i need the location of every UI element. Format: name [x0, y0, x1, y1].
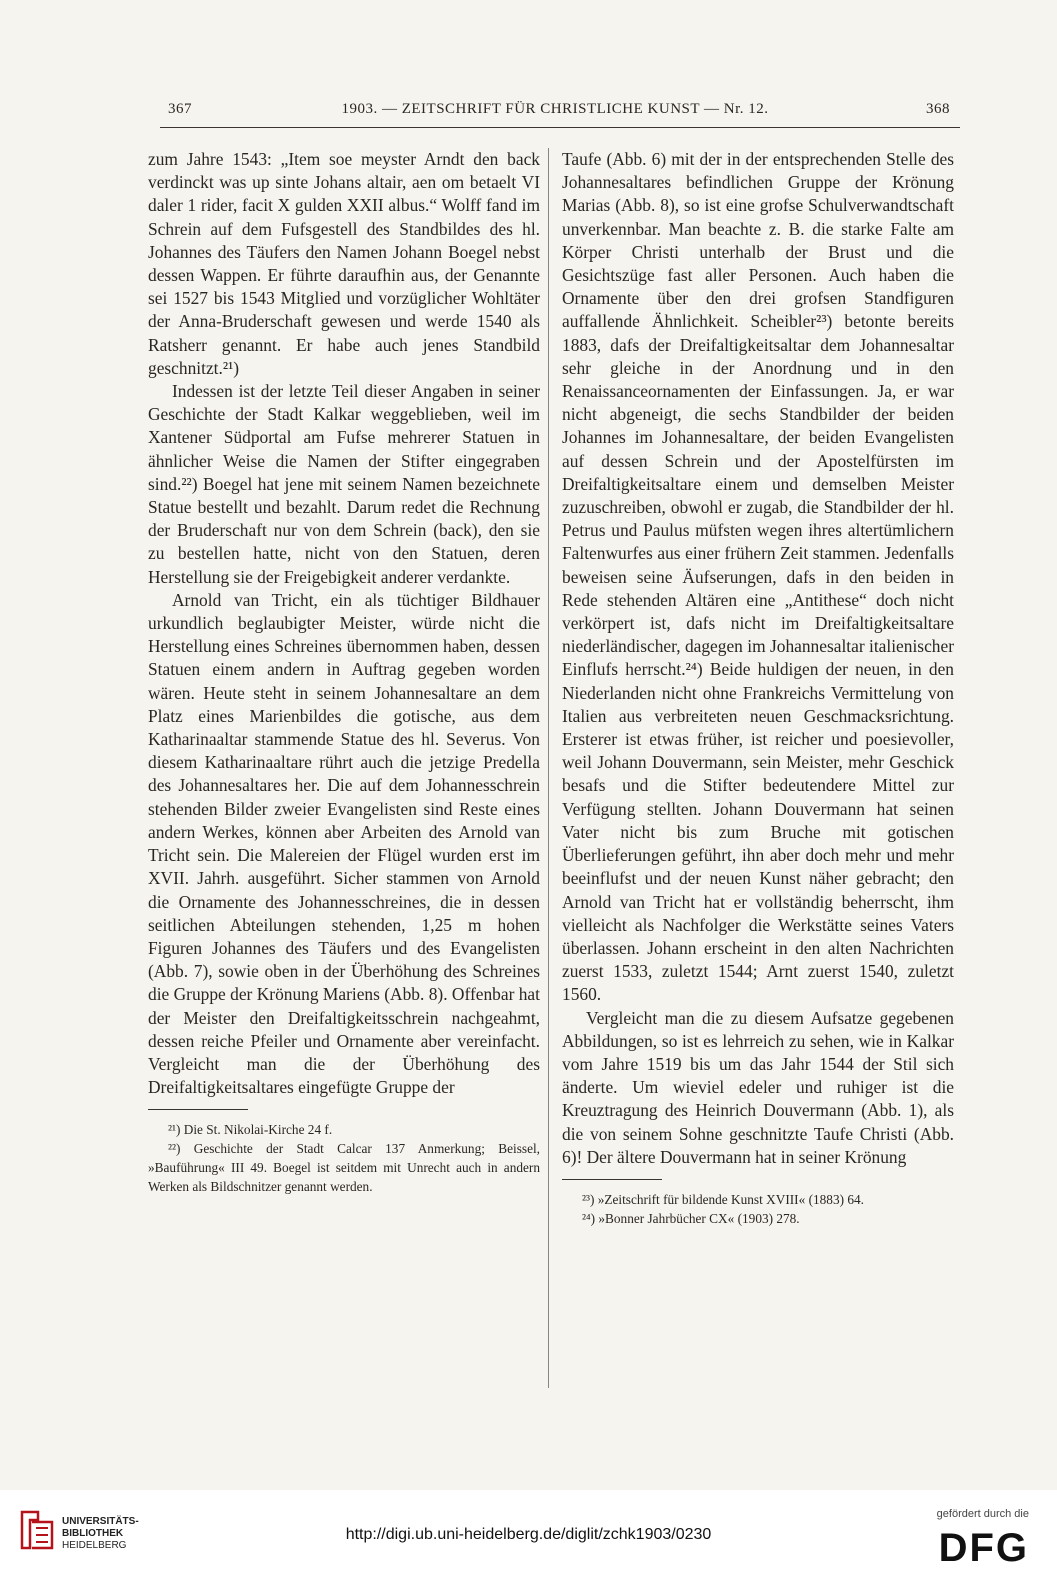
viewer-footer — [0, 1490, 1057, 1592]
library-line: UNIVERSITÄTS- — [62, 1516, 139, 1527]
column-divider — [548, 148, 549, 1388]
running-title: 1903. — ZEITSCHRIFT FÜR CHRISTLICHE KUNST — Nr. 12. — [341, 101, 769, 117]
library-line: BIBLIOTHEK — [62, 1528, 124, 1539]
footnotes — [148, 1120, 540, 1196]
paragraph: Vergleicht man die zu diesem Aufsatze gegebenen Abbildungen, so ist es lehrreich zu sehen, wie in Kalkar vom Jahre 1519 bis um das Jahr 1544 der Stil sich änderte. Um wieviel edeler und ruhiger ist die Kreuztragung des Heinrich Douvermann (Abb. 1), als die von seinem Sohne geschnitzte Taufe Christi (Abb. 6)! Der ältere Douvermann hat in seiner Krönung — [562, 1007, 954, 1167]
footnote-rule — [148, 1109, 248, 1110]
header-rule — [160, 127, 960, 128]
paragraph: zum Jahre 1543: „Item soe meyster Arndt den back verdinckt was up sinte Johans altair, aen om betaelt VI daler 1 rider, facit X gulden XXII albus.“ Wolff fand im Schrein auf dem Fufsgestell des Standbildes des hl. Johannes des Täufers den Namen Johann Boegel nebst dessen Wappen. Er führte daraufhin aus, der Genannte sei 1527 bis 1543 Mitglied und vorzüglicher Wohltäter der Anna-Bruderschaft gewesen und werde 1540 als Ratsherr genannt. Er habe auch jenes Standbild geschnitzt.²¹) — [148, 149, 540, 378]
running-header — [160, 101, 950, 125]
right-column — [562, 148, 954, 1228]
footnote: ²⁴) »Bonner Jahrbücher CX« (1903) 278. — [582, 1210, 800, 1226]
paragraph: Arnold van Tricht, ein als tüchtiger Bildhauer urkundlich beglaubigter Meister, würde nicht die Herstellung eines Schreines übernommen haben, dessen Statuen einem andern in Auftrag gegeben worden wären. Heute steht in seinem Johannesaltare an dem Platz eines Marienbildes die gotische, aus dem Katharinaaltar stammende Statue des hl. Severus. Von diesem Katharinaaltare rührt auch die jetzige Predella des Johannesaltares her. Die auf dem Johannesschrein stehenden Bilder zweier Evangelisten sind Reste eines andern Werkes, können aber Arbeiten des Arnold van Tricht sein. Die Malereien der Flügel wurden erst im XVII. Jahrh. ausgeführt. Sicher stammen von Arnold die Ornamente des Johannesschreines, die in dessen seitlichen Abteilungen stehenden, 1,25 m hohen Figuren Johannes des Täufers und des Evangelisten (Abb. 7), sowie oben in der Überhöhung des Schreines die Gruppe der Krönung Mariens (Abb. 8). Offenbar hat der Meister den Dreifaltigkeitsschrein nachgeahmt, dessen reiche Pfeiler und Ornamente aber vereinfacht. Vergleicht man die der Überhöhung des Dreifaltigkeitsaltares eingefügte Gruppe der — [148, 589, 540, 1098]
library-line: HEIDELBERG — [62, 1540, 127, 1551]
footnote: ²³) »Zeitschrift für bildende Kunst XVIII« (1883) 64. — [582, 1191, 864, 1207]
footnote: ²²) Geschichte der Stadt Calcar 137 Anmerkung; Beissel, »Bauführung« III 49. Boegel ist seitdem mit Unrecht auch in andern Werken als Bildschnitzer genannt werden. — [148, 1141, 540, 1195]
funding-note: gefördert durch die — [936, 1508, 1029, 1520]
permalink[interactable]: http://digi.ub.uni-heidelberg.de/diglit/zchk1903/0230 — [345, 1526, 712, 1543]
paragraph: Indessen ist der letzte Teil dieser Angaben in seiner Geschichte der Stadt Kalkar weggeblieben, weil im Xantener Südportal am Fufse mehrerer Statuen in ähnlicher Weise die Namen der Stifter eingegraben sind.²²) Boegel hat jene mit seinem Namen bezeichnete Statue bestellt und bezahlt. Darum redet die Rechnung der Bruderschaft nur von dem Schrein (back), den sie zu bestellen hatte, nicht von den Statuen, deren Herstellung sie der Freigebigkeit anderer verdankte. — [148, 381, 540, 587]
footnote-rule — [562, 1179, 662, 1180]
dfg-logo: DFG — [938, 1526, 1029, 1570]
paragraph: Taufe (Abb. 6) mit der in der entsprechenden Stelle des Johannesaltares befindlichen Gruppe der Krönung Marias (Abb. 8), so ist eine grofse Schulverwandtschaft unverkennbar. Man beachte z. B. die starke Falte am Körper Christi unterhalb der Brust und die Gesichtszüge fast aller Personen. Auch haben die Ornamente über den drei grofsen Standfiguren auffallende Ähnlichkeit. Scheibler²³) betonte bereits 1883, dafs der Dreifaltigkeitsaltar dem Johannesaltar sehr gleiche in der Anordnung und in den Renaissanceornamenten der Einfassungen. Ja, er war nicht abgeneigt, die sechs Standbilder der beiden Johannes im Johannesaltare, der beiden Evangelisten auf dessen Schrein und der Apostelfürsten im Dreifaltigkeitsaltare einem und demselben Meister zuzuschreiben, obwohl er zugab, die Standbilder der hl. Petrus und Paulus müfsten wegen ihres altertümlichern Faltenwurfes aus einer frühern Zeit stammen. Jedenfalls beweisen seine Äufserungen, dafs in den beiden in Rede stehenden Altären eine „Antithese“ doch nicht verkörpert ist, dafs nicht im Dreifaltigkeitsaltare niederländischer, dagegen im Johannesaltar italienischer Einflufs herrscht.²⁴) Beide huldigen der neuen, in den Niederlanden nicht ohne Frankreichs Vermittelung von Italien aus verbreiteten neuen Geschmacksrichtung. Ersterer ist etwas früher, ist reicher und poesievoller, weil Johann Douvermann, sein Meister, mehr Geschick besafs und die Stifter bedeutendere Mittel zur Verfügung stellten. Johann Douvermann hat seinen Vater nicht bis zum Bruche mit gotischen Überlieferungen geführt, ihn aber doch mehr und mehr beeinflufst und der neuen Kunst näher gebracht; den Arnold van Tricht hat er vollständig beherrscht, ihm vielleicht als Nachfolger die Werkstätte seines Vaters überlassen. Johann erscheint in den alten Nachrichten zuerst 1533, zuletzt 1544; Arnt zuerst 1540, zuletzt 1560. — [562, 149, 954, 1005]
footnotes — [562, 1190, 954, 1228]
page-number-right: 368 — [926, 101, 950, 117]
footnote: ²¹) Die St. Nikolai-Kirche 24 f. — [168, 1122, 333, 1138]
page-number-left: 367 — [168, 101, 192, 117]
left-column — [148, 148, 540, 1196]
